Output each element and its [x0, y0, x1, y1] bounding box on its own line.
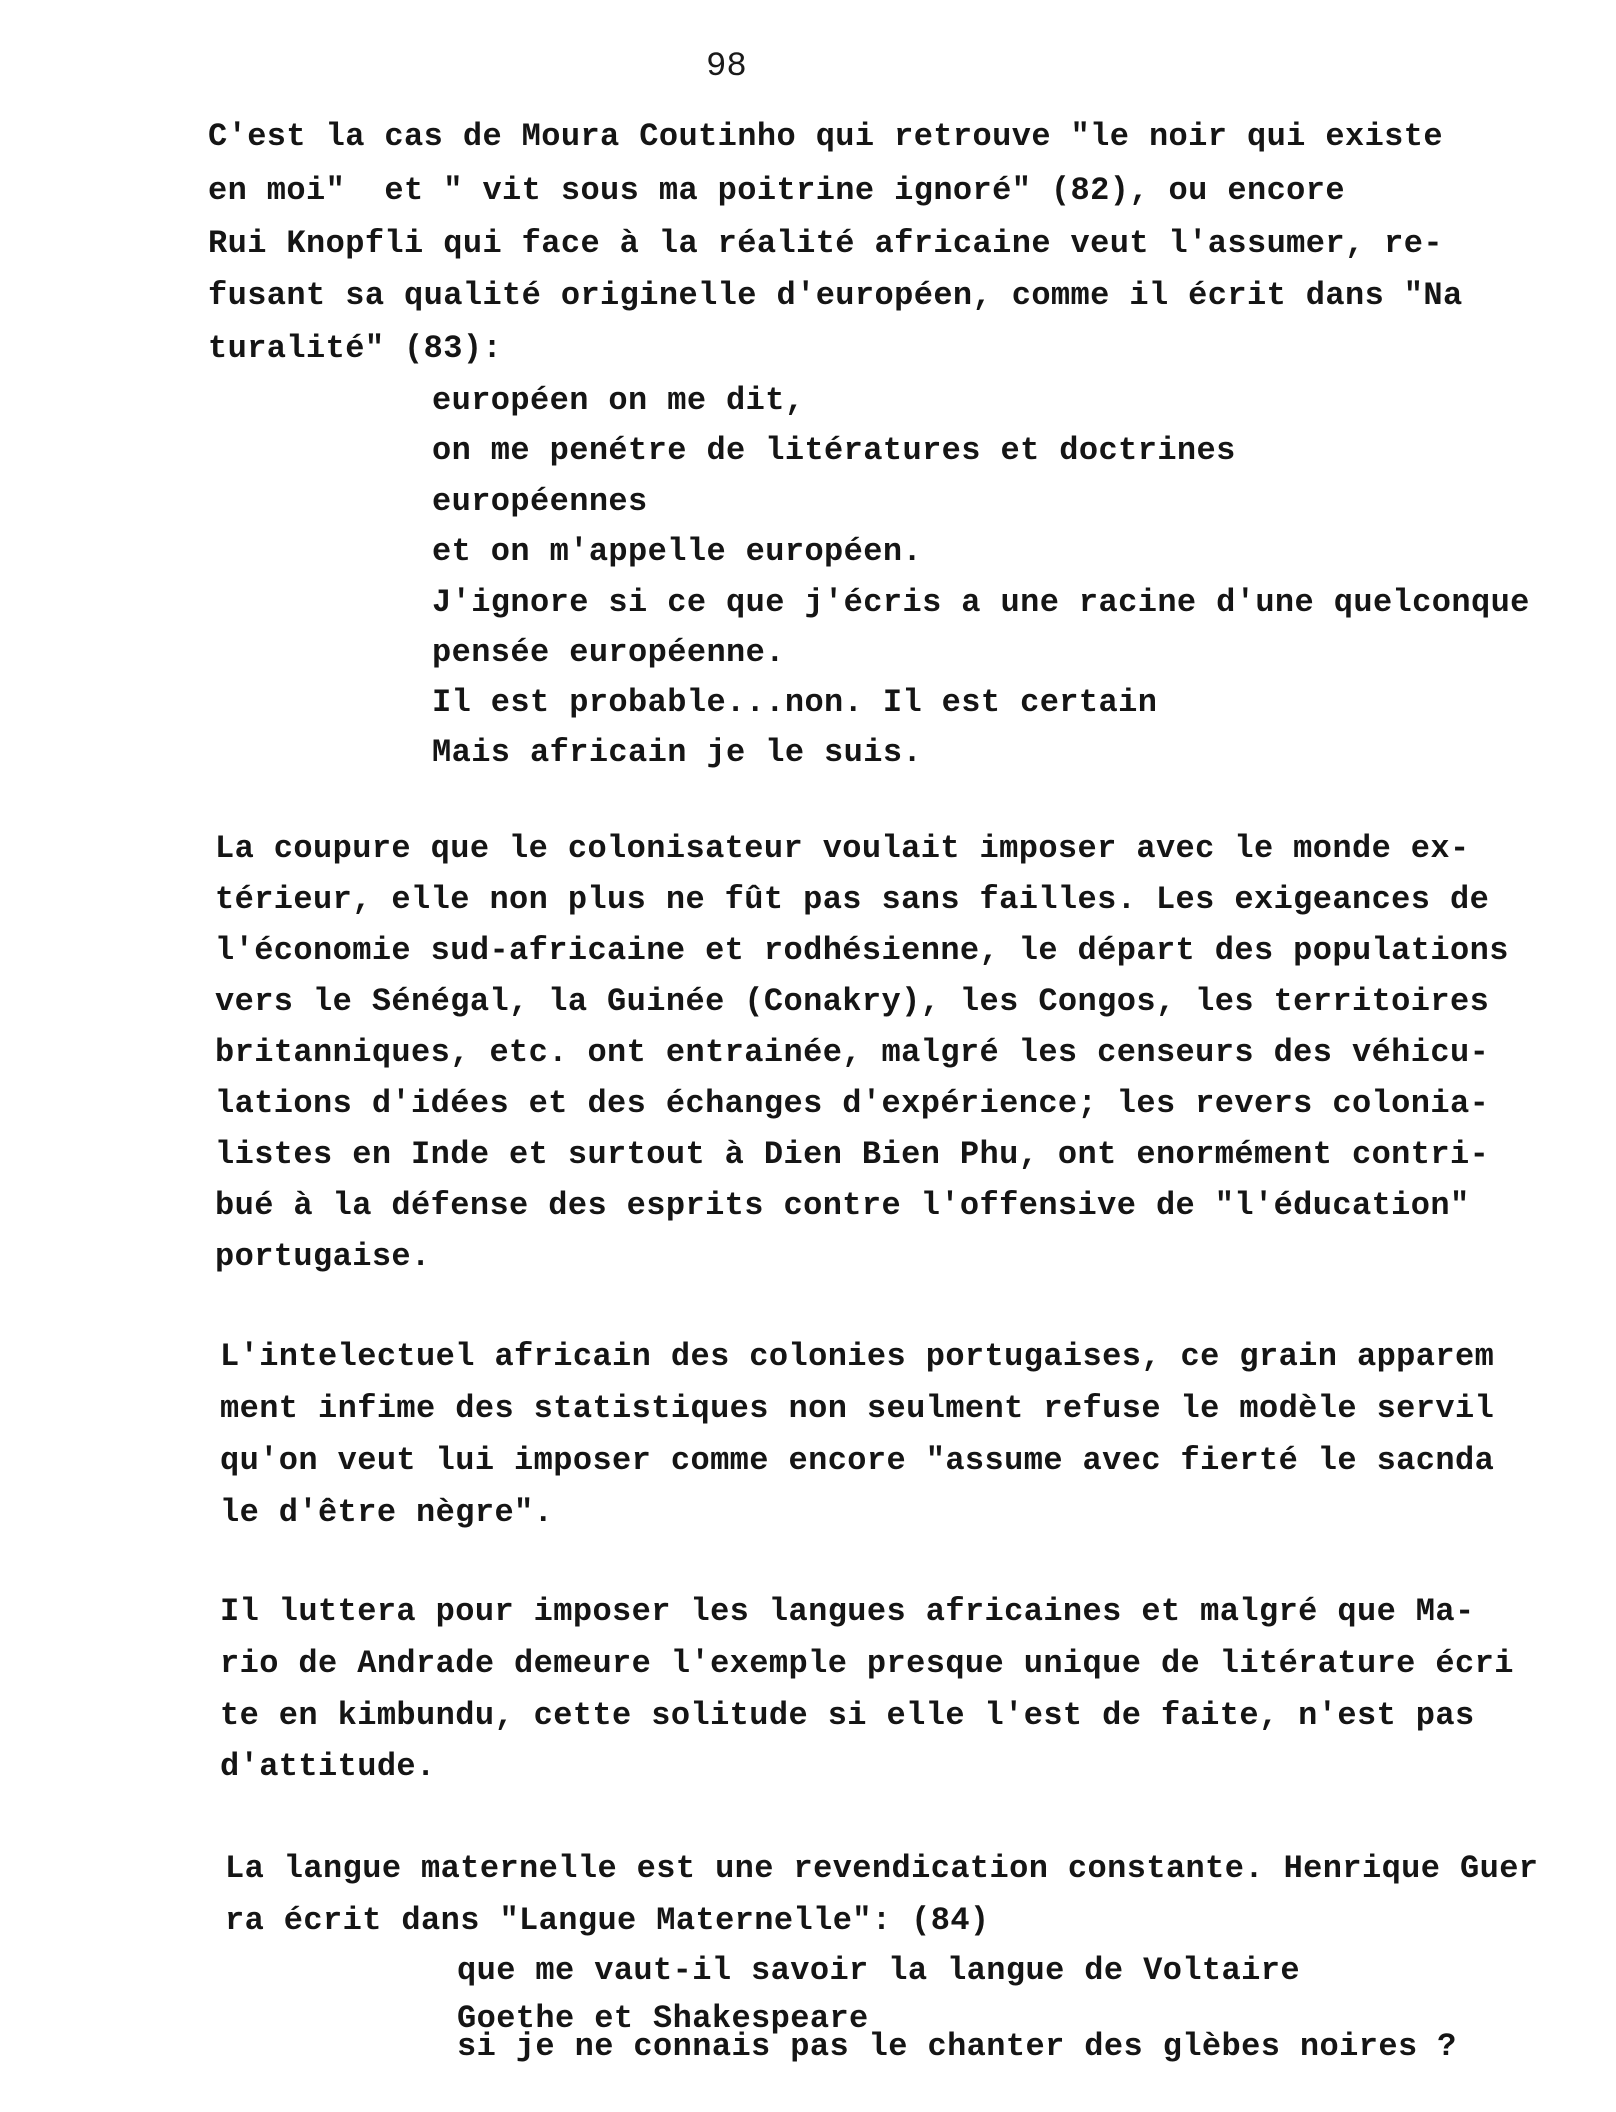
poem-1-verse: J'ignore si ce que j'écris a une racine d'une quelconque — [432, 584, 1530, 621]
paragraph-1-line: fusant sa qualité originelle d'européen, comme il écrit dans "Na — [208, 277, 1463, 314]
paragraph-2-line: britanniques, etc. ont entrainée, malgré les censeurs des véhicu- — [215, 1034, 1490, 1071]
poem-1-verse: Il est probable...non. Il est certain — [432, 684, 1158, 721]
poem-1-verse: européen on me dit, — [432, 382, 805, 419]
paragraph-2-line: lations d'idées et des échanges d'expérience; les revers colonia- — [215, 1085, 1490, 1122]
paragraph-3-line: le d'être nègre". — [220, 1494, 554, 1531]
paragraph-3-line: qu'on veut lui imposer comme encore "assume avec fierté le sacnda — [220, 1442, 1495, 1479]
paragraph-2-line: l'économie sud-africaine et rodhésienne, le départ des populations — [215, 932, 1509, 969]
poem-1-verse: et on m'appelle européen. — [432, 533, 923, 570]
page-number: 98 — [706, 48, 747, 86]
poem-1-verse: on me penétre de litératures et doctrines — [432, 432, 1236, 469]
paragraph-4-line: Il luttera pour imposer les langues africaines et malgré que Ma- — [220, 1593, 1475, 1630]
poem-1-verse: pensée européenne. — [432, 634, 785, 671]
paragraph-1-line: Rui Knopfli qui face à la réalité africaine veut l'assumer, re- — [208, 225, 1443, 262]
paragraph-1-line: C'est la cas de Moura Coutinho qui retrouve "le noir qui existe — [208, 118, 1443, 155]
paragraph-3-line: L'intelectuel africain des colonies portugaises, ce grain apparem — [220, 1338, 1495, 1375]
poem-2-verse: si je ne connais pas le chanter des glèbes noires ? — [457, 2028, 1457, 2065]
paragraph-4-line: te en kimbundu, cette solitude si elle l'est de faite, n'est pas — [220, 1697, 1475, 1734]
paragraph-2-line: portugaise. — [215, 1238, 431, 1275]
paragraph-3-line: ment infime des statistiques non seulment refuse le modèle servil — [220, 1390, 1495, 1427]
paragraph-2-line: vers le Sénégal, la Guinée (Conakry), les Congos, les territoires — [215, 983, 1490, 1020]
paragraph-4-line: rio de Andrade demeure l'exemple presque unique de litérature écri — [220, 1645, 1514, 1682]
paragraph-4-line: d'attitude. — [220, 1748, 436, 1785]
poem-1-verse: européennes — [432, 483, 648, 520]
paragraph-5-line: La langue maternelle est une revendication constante. Henrique Guer — [225, 1850, 1539, 1887]
paragraph-2-line: bué à la défense des esprits contre l'offensive de "l'éducation" — [215, 1187, 1470, 1224]
paragraph-2-line: listes en Inde et surtout à Dien Bien Phu, ont enormément contri- — [215, 1136, 1490, 1173]
paragraph-1-line: en moi" et " vit sous ma poitrine ignoré" (82), ou encore — [208, 172, 1345, 209]
poem-2-verse: Goethe et Shakespeare — [457, 2000, 869, 2037]
paragraph-5-line: ra écrit dans "Langue Maternelle": (84) — [225, 1902, 990, 1939]
paragraph-2-line: La coupure que le colonisateur voulait imposer avec le monde ex- — [215, 830, 1470, 867]
poem-2-verse: que me vaut-il savoir la langue de Voltaire — [457, 1952, 1300, 1989]
paragraph-2-line: térieur, elle non plus ne fût pas sans failles. Les exigeances de — [215, 881, 1490, 918]
poem-1-verse: Mais africain je le suis. — [432, 734, 923, 771]
paragraph-1-line: turalité" (83): — [208, 330, 503, 367]
